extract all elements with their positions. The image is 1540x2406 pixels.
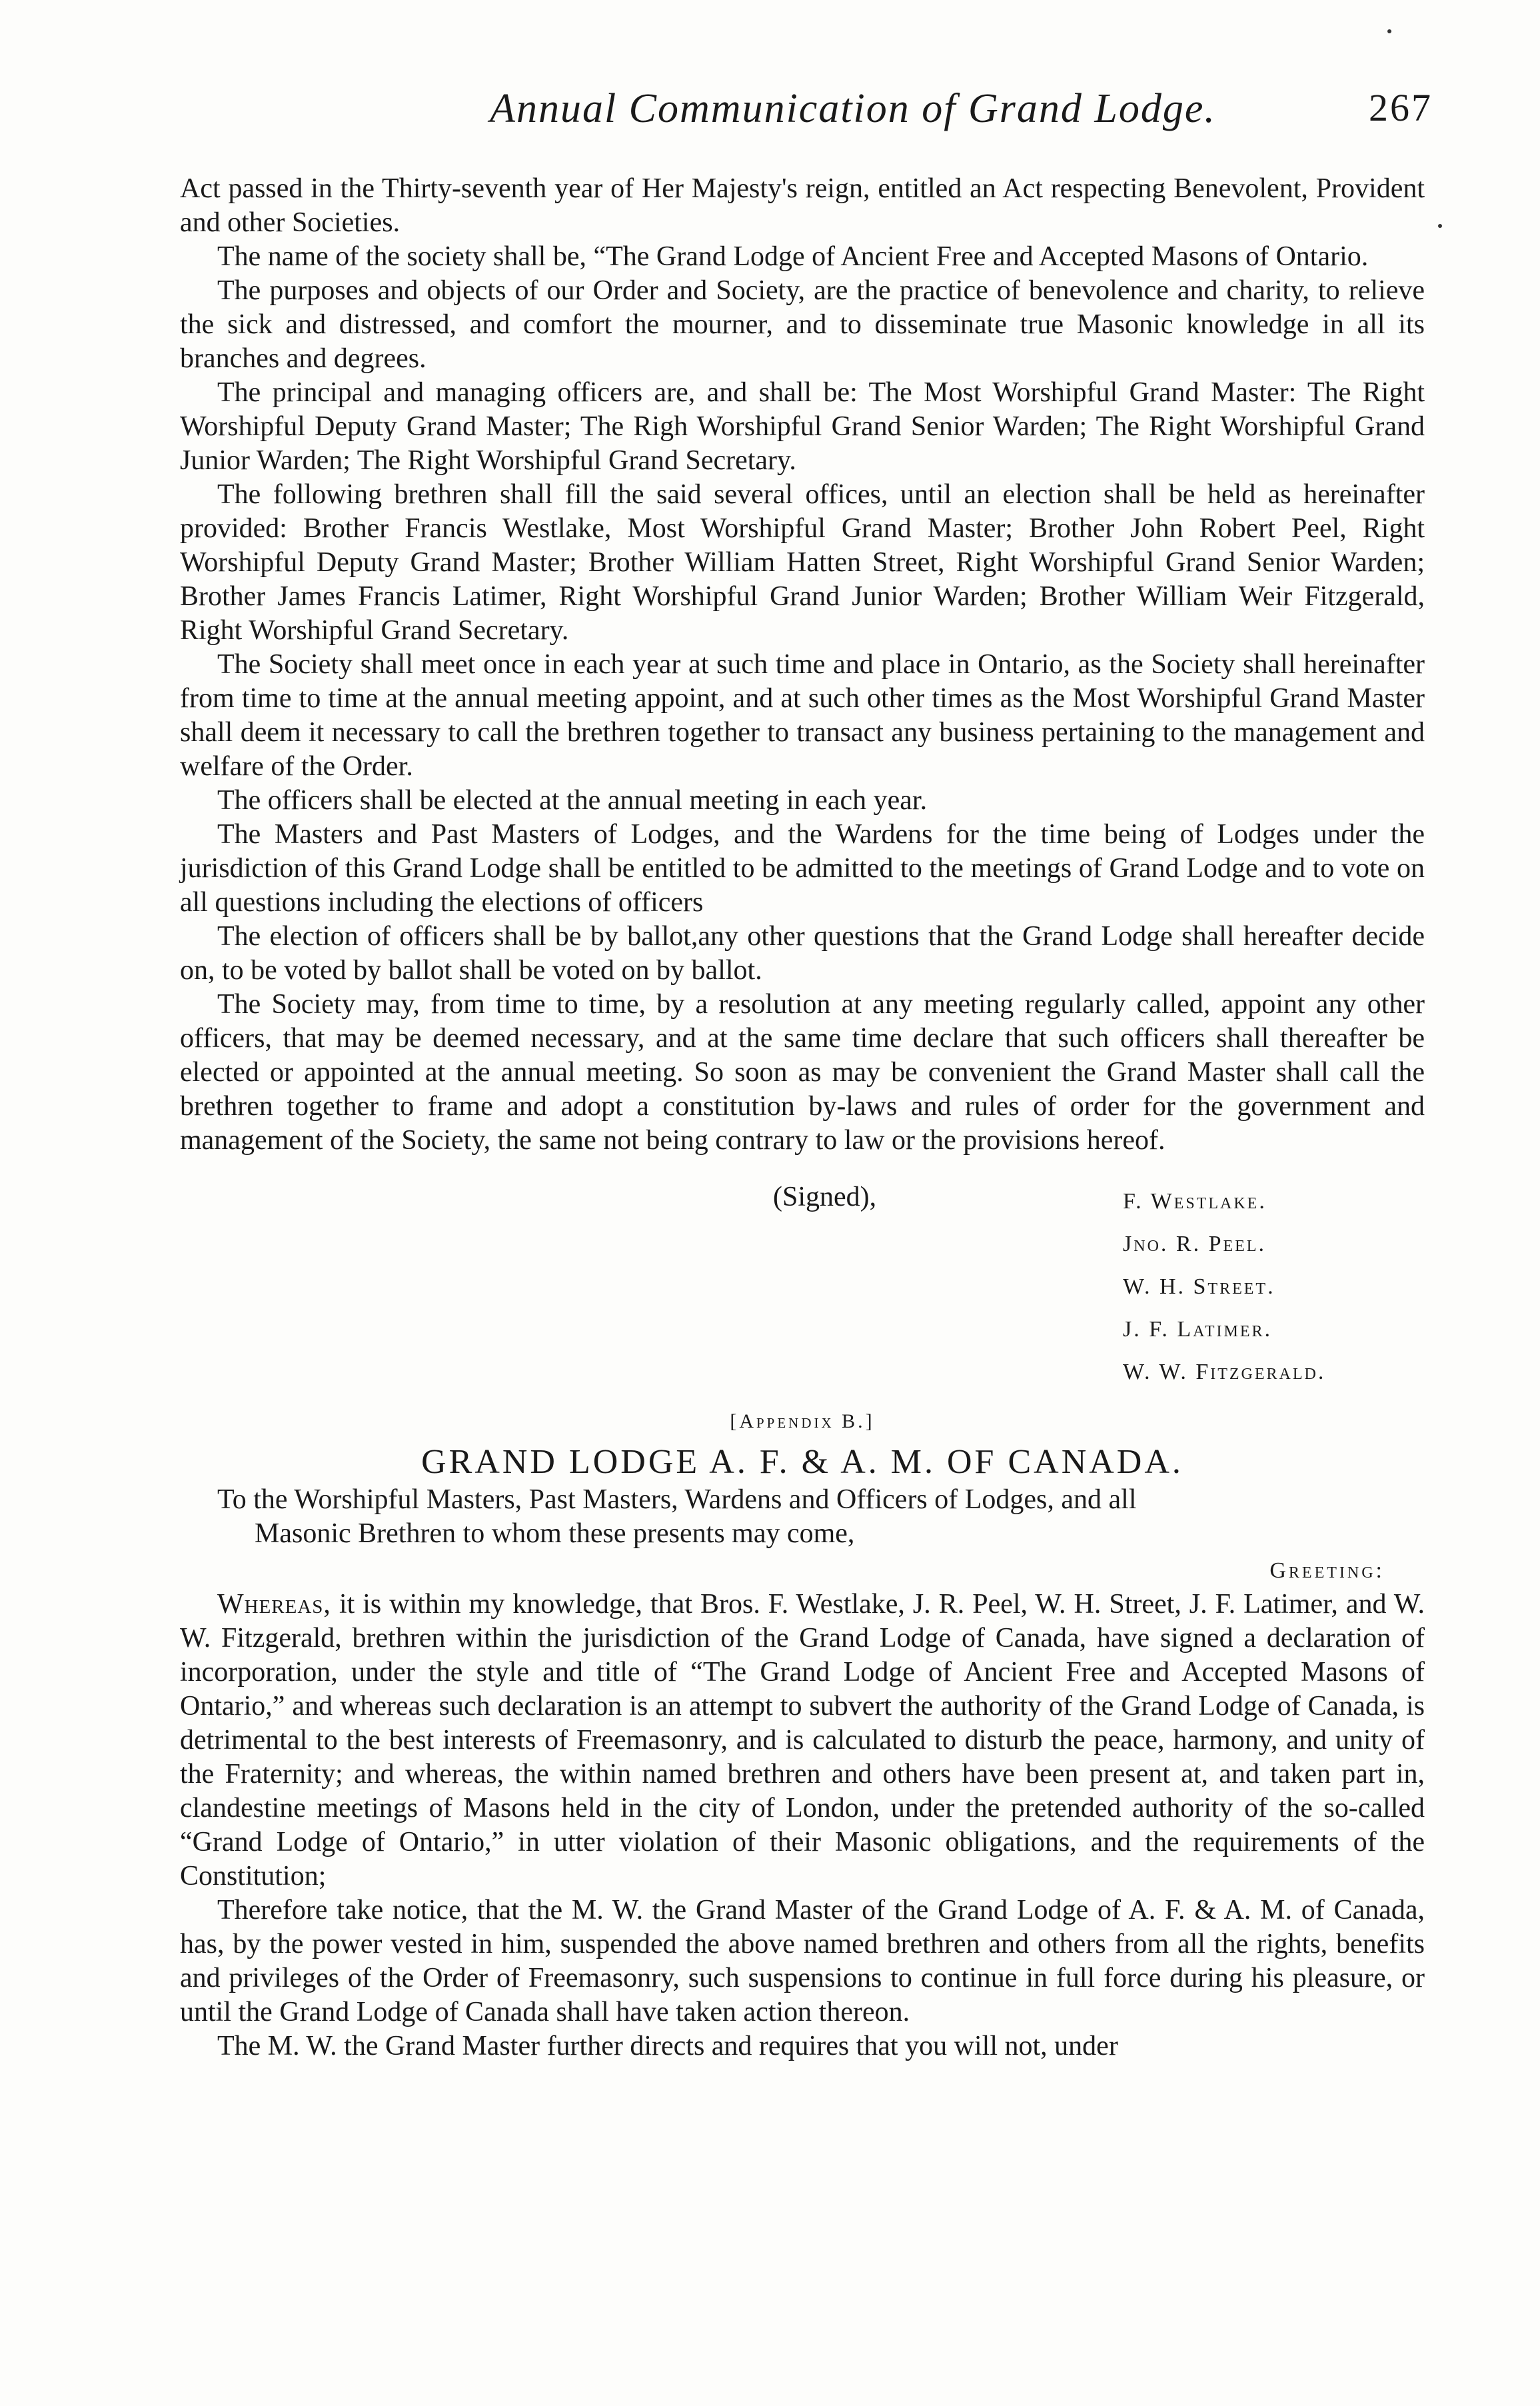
paragraph: The election of officers shall be by ballot,any other questions that the Grand Lodge shall hereafter decide on, to be voted by ballot shall be voted on by ballot. [180,921,1425,986]
address-line: To the Worshipful Masters, Past Masters, Wardens and Officers of Lodges, and all [217,1484,1137,1515]
signatory: F. Westlake. [1123,1189,1267,1214]
signed-label: (Signed), [773,1182,877,1212]
signatory: W. H. Street. [1123,1274,1275,1299]
paragraph: Therefore take notice, that the M. W. the Grand Master of the Grand Lodge of A. F. & A. M. of Canada, has, by the power vested in him, suspended the above named brethren and others from all the rights, benefits and privileges of the Order of Freemasonry, such suspensions to continue in full force during his pleasure, or until the Grand Lodge of Canada shall have taken action thereon. [180,1895,1425,2027]
margin-dot [1387,29,1391,33]
paragraph: The Masters and Past Masters of Lodges, and the Wardens for the time being of Lodges under the jurisdiction of this Grand Lodge shall be entitled to be admitted to the meetings of Grand Lodge and to vote on all questions including the elections of officers [180,819,1425,918]
paragraph: The M. W. the Grand Master further directs and requires that you will not, under [217,2031,1118,2061]
running-head [393,85,1433,139]
page-number: 267 [1369,86,1433,129]
paragraph: The purposes and objects of our Order and Society, are the practice of benevolence and charity, to relieve the sick and distressed, and comfort the mourner, and to disseminate true Masonic knowledge in all its branches and degrees. [180,275,1425,374]
signatory: Jno. R. Peel. [1123,1232,1266,1256]
running-title: Annual Communication of Grand Lodge. [490,86,1216,131]
paragraph: The Society may, from time to time, by a resolution at any meeting regularly called, appoint any other officers, that may be deemed necessary, and at the same time declare that such officers shall thereafter be elected or appointed at the annual meeting. So soon as may be convenient the Grand Master shall call the brethren together to frame and adopt a constitution by-laws and rules of order for the government and management of the Society, the same not being contrary to law or the provisions hereof. [180,989,1425,1156]
signature-block [180,1180,1425,1400]
greeting: Greeting: [1269,1558,1385,1583]
signatory: W. W. Fitzgerald. [1123,1360,1326,1384]
margin-dot [1438,224,1442,228]
address-line: Masonic Brethren to whom these presents may come, [255,1518,855,1549]
paragraph: The Society shall meet once in each year at such time and place in Ontario, as the Society shall hereinafter from time to time at the annual meeting appoint, and at such other times as the Most Worshipful Grand Master shall deem it necessary to call the brethren together to transact any business pertaining to the management and welfare of the Order. [180,649,1425,782]
paragraph: The following brethren shall fill the said several offices, until an election shall be held as hereinafter provided: Brother Francis Westlake, Most Worshipful Grand Master; Brother John Robert Peel, Right Worshipful Deputy Grand Master; Brother William Hatten Street, Right Worshipful Grand Senior Warden; Brother James Francis Latimer, Right Worshipful Grand Junior Warden; Brother William Weir Fitzgerald, Right Worshipful Grand Secretary. [180,479,1425,646]
whereas-text: it is within my knowledge, that Bros. F. Westlake, J. R. Peel, W. H. Street, J. F. Latimer, and W. W. Fitzgerald, brethren within the jurisdiction of the Grand Lodge of Canada, have signed a declaration of incorporation, under the style and title of “The Grand Lodge of Ancient Free and Accepted Masons of Ontario,” and whereas such declaration is an attempt to subvert the authority of the Grand Lodge of Canada, is detrimental to the best interests of Freemasonry, and is calculated to disturb the peace, harmony, and unity of the Fraternity; and whereas, the within named brethren and others have been present at, and taken part in, clandestine meetings of Masons held in the city of London, under the pretended authority of the so-called “Grand Lodge of Ontario,” in utter violation of their Masonic obligations, and the requirements of the Constitution; [180,1589,1425,1891]
paragraph: The name of the society shall be, “The Grand Lodge of Ancient Free and Accepted Masons of Ontario. [217,241,1369,272]
paragraph: Act passed in the Thirty-seventh year of Her Majesty's reign, entitled an Act respecting Benevolent, Provident and other Societies. [180,173,1425,238]
appendix-label: [Appendix B.] [730,1410,875,1432]
paragraph [180,1588,1425,1893]
signatory: J. F. Latimer. [1123,1317,1273,1342]
whereas-word: Whereas, [217,1589,331,1620]
signatory-list [1123,1180,1325,1394]
body-text [180,172,1425,2063]
paragraph: The principal and managing officers are, and shall be: The Most Worshipful Grand Master: The Right Worshipful Deputy Grand Master; The Righ Worshipful Grand Senior Warden; The Right Worshipful Grand Junior Warden; The Right Worshipful Grand Secretary. [180,377,1425,476]
section-heading: GRAND LODGE A. F. & A. M. OF CANADA. [421,1443,1183,1481]
paragraph: The officers shall be elected at the annual meeting in each year. [217,785,928,816]
